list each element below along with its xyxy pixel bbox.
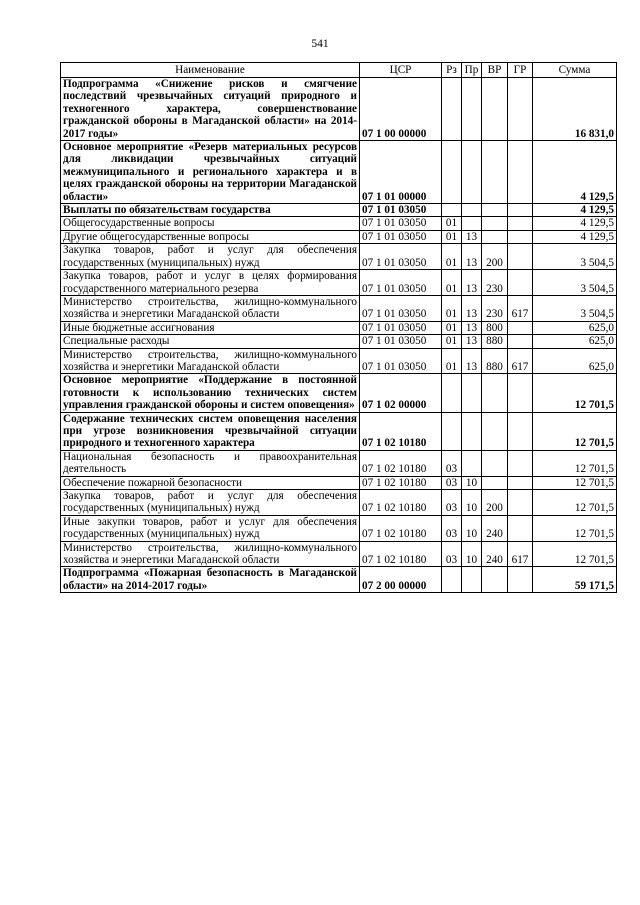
cell-vr: 880	[482, 335, 508, 348]
cell-csr: 07 1 01 03050	[360, 335, 442, 348]
cell-sum: 625,0	[533, 321, 617, 334]
table-row	[61, 230, 617, 243]
cell-name: Содержание технических систем оповещения населения при угрозе возникновения чрезвычайной ситуации природного и техногенного характера	[61, 412, 360, 450]
cell-gr	[508, 450, 533, 476]
cell-csr: 07 1 00 00000	[360, 78, 442, 141]
cell-sum: 4 129,5	[533, 217, 617, 230]
cell-name: Национальная безопасность и правоохранительная деятельность	[61, 450, 360, 476]
header-vr: ВР	[482, 63, 508, 78]
cell-vr	[482, 450, 508, 476]
cell-gr	[508, 490, 533, 516]
cell-sum: 625,0	[533, 348, 617, 374]
cell-pr	[462, 412, 482, 450]
cell-csr: 07 1 02 00000	[360, 374, 442, 412]
header-rz: Рз	[442, 63, 462, 78]
cell-vr	[482, 567, 508, 593]
cell-rz: 01	[442, 270, 462, 296]
cell-csr: 07 1 01 03050	[360, 270, 442, 296]
cell-csr: 07 1 01 03050	[360, 230, 442, 243]
cell-csr: 07 1 02 10180	[360, 490, 442, 516]
cell-csr: 07 1 02 10180	[360, 450, 442, 476]
cell-csr: 07 1 01 03050	[360, 204, 442, 217]
table-row	[61, 295, 617, 321]
cell-pr: 13	[462, 230, 482, 243]
cell-csr: 07 1 02 10180	[360, 515, 442, 541]
cell-sum: 12 701,5	[533, 374, 617, 412]
cell-rz: 01	[442, 217, 462, 230]
cell-csr: 07 1 02 10180	[360, 412, 442, 450]
table-row	[61, 567, 617, 593]
cell-vr: 880	[482, 348, 508, 374]
cell-rz: 01	[442, 295, 462, 321]
cell-vr: 240	[482, 515, 508, 541]
header-row	[61, 63, 617, 78]
cell-sum: 59 171,5	[533, 567, 617, 593]
cell-csr: 07 1 01 03050	[360, 244, 442, 270]
cell-sum: 12 701,5	[533, 490, 617, 516]
cell-sum: 12 701,5	[533, 450, 617, 476]
cell-vr: 230	[482, 270, 508, 296]
cell-name: Другие общегосударственные вопросы	[61, 230, 360, 243]
cell-rz: 01	[442, 348, 462, 374]
cell-rz: 01	[442, 321, 462, 334]
cell-name: Основное мероприятие «Поддержание в постоянной готовности к использованию технических систем управления гражданской обороны и систем оповещения»	[61, 374, 360, 412]
table-row	[61, 321, 617, 334]
cell-pr	[462, 78, 482, 141]
header-name: Наименование	[61, 63, 360, 78]
cell-gr	[508, 335, 533, 348]
table-row	[61, 476, 617, 489]
cell-name: Подпрограмма «Снижение рисков и смягчение последствий чрезвычайных ситуаций природного и техногенного характера, совершенствование гражданской обороны в Магаданской области» на 2014-2017 годы»	[61, 78, 360, 141]
cell-sum: 16 831,0	[533, 78, 617, 141]
cell-csr: 07 1 01 00000	[360, 141, 442, 204]
table-row	[61, 541, 617, 567]
table-row	[61, 141, 617, 204]
cell-name: Основное мероприятие «Резерв материальных ресурсов для ликвидации чрезвычайных ситуаций межмуниципального и регионального характера и в целях гражданской обороны на территории Магаданской области»	[61, 141, 360, 204]
cell-pr: 13	[462, 348, 482, 374]
cell-gr	[508, 204, 533, 217]
cell-gr	[508, 412, 533, 450]
cell-vr: 800	[482, 321, 508, 334]
cell-gr: 617	[508, 295, 533, 321]
cell-gr	[508, 270, 533, 296]
cell-gr	[508, 476, 533, 489]
cell-name: Министерство строительства, жилищно-коммунального хозяйства и энергетики Магаданской области	[61, 348, 360, 374]
header-sum: Сумма	[533, 63, 617, 78]
table-row	[61, 348, 617, 374]
cell-name: Общегосударственные вопросы	[61, 217, 360, 230]
table-row	[61, 217, 617, 230]
cell-pr: 10	[462, 541, 482, 567]
cell-vr: 230	[482, 295, 508, 321]
cell-gr	[508, 141, 533, 204]
cell-vr	[482, 230, 508, 243]
cell-sum: 3 504,5	[533, 295, 617, 321]
cell-rz: 03	[442, 541, 462, 567]
header-pr: Пр	[462, 63, 482, 78]
cell-sum: 12 701,5	[533, 476, 617, 489]
cell-rz	[442, 141, 462, 204]
cell-sum: 3 504,5	[533, 270, 617, 296]
cell-name: Министерство строительства, жилищно-коммунального хозяйства и энергетики Магаданской области	[61, 295, 360, 321]
cell-rz	[442, 374, 462, 412]
cell-rz: 03	[442, 515, 462, 541]
cell-gr: 617	[508, 541, 533, 567]
cell-csr: 07 1 01 03050	[360, 217, 442, 230]
cell-rz: 01	[442, 230, 462, 243]
cell-name: Закупка товаров, работ и услуг для обеспечения государственных (муниципальных) нужд	[61, 490, 360, 516]
budget-table	[60, 62, 617, 593]
cell-name: Выплаты по обязательствам государства	[61, 204, 360, 217]
cell-csr: 07 1 01 03050	[360, 321, 442, 334]
table-row	[61, 270, 617, 296]
cell-csr: 07 1 01 03050	[360, 295, 442, 321]
cell-sum: 625,0	[533, 335, 617, 348]
header-gr: ГР	[508, 63, 533, 78]
cell-csr: 07 1 02 10180	[360, 476, 442, 489]
cell-gr	[508, 515, 533, 541]
cell-pr	[462, 217, 482, 230]
table-row	[61, 244, 617, 270]
cell-rz: 01	[442, 335, 462, 348]
cell-pr: 10	[462, 515, 482, 541]
cell-csr: 07 2 00 00000	[360, 567, 442, 593]
cell-sum: 4 129,5	[533, 204, 617, 217]
table-row	[61, 374, 617, 412]
cell-gr	[508, 78, 533, 141]
table-body	[61, 78, 617, 593]
cell-rz: 03	[442, 476, 462, 489]
cell-vr	[482, 141, 508, 204]
cell-csr: 07 1 02 10180	[360, 541, 442, 567]
cell-name: Подпрограмма «Пожарная безопасность в Магаданской области» на 2014-2017 годы»	[61, 567, 360, 593]
cell-gr	[508, 217, 533, 230]
cell-gr	[508, 321, 533, 334]
cell-rz	[442, 78, 462, 141]
cell-name: Закупка товаров, работ и услуг для обеспечения государственных (муниципальных) нужд	[61, 244, 360, 270]
cell-pr	[462, 374, 482, 412]
cell-pr: 13	[462, 270, 482, 296]
cell-gr	[508, 567, 533, 593]
table-row	[61, 78, 617, 141]
cell-rz: 03	[442, 450, 462, 476]
cell-pr	[462, 141, 482, 204]
cell-vr	[482, 374, 508, 412]
cell-name: Закупка товаров, работ и услуг в целях формирования государственного материального резерва	[61, 270, 360, 296]
cell-pr: 13	[462, 321, 482, 334]
cell-pr: 13	[462, 295, 482, 321]
cell-sum: 12 701,5	[533, 541, 617, 567]
table-header	[61, 63, 617, 78]
cell-rz	[442, 412, 462, 450]
table-row	[61, 335, 617, 348]
cell-rz	[442, 567, 462, 593]
cell-pr	[462, 567, 482, 593]
cell-pr: 10	[462, 476, 482, 489]
cell-name: Министерство строительства, жилищно-коммунального хозяйства и энергетики Магаданской области	[61, 541, 360, 567]
cell-vr	[482, 412, 508, 450]
table-row	[61, 515, 617, 541]
cell-pr: 13	[462, 244, 482, 270]
cell-name: Специальные расходы	[61, 335, 360, 348]
table-row	[61, 412, 617, 450]
cell-sum: 4 129,5	[533, 141, 617, 204]
cell-pr	[462, 450, 482, 476]
table-row	[61, 490, 617, 516]
table-row	[61, 450, 617, 476]
cell-gr	[508, 374, 533, 412]
cell-vr: 200	[482, 490, 508, 516]
cell-name: Иные закупки товаров, работ и услуг для обеспечения государственных (муниципальных) нужд	[61, 515, 360, 541]
page-number: 541	[311, 38, 329, 50]
cell-sum: 4 129,5	[533, 230, 617, 243]
header-csr: ЦСР	[360, 63, 442, 78]
cell-vr	[482, 217, 508, 230]
cell-rz: 03	[442, 490, 462, 516]
cell-gr	[508, 244, 533, 270]
cell-pr: 10	[462, 490, 482, 516]
table-row	[61, 204, 617, 217]
cell-gr	[508, 230, 533, 243]
cell-vr	[482, 204, 508, 217]
cell-sum: 12 701,5	[533, 412, 617, 450]
cell-rz	[442, 204, 462, 217]
cell-csr: 07 1 01 03050	[360, 348, 442, 374]
cell-name: Иные бюджетные ассигнования	[61, 321, 360, 334]
cell-pr: 13	[462, 335, 482, 348]
cell-vr	[482, 78, 508, 141]
cell-gr: 617	[508, 348, 533, 374]
cell-name: Обеспечение пожарной безопасности	[61, 476, 360, 489]
cell-rz: 01	[442, 244, 462, 270]
cell-sum: 3 504,5	[533, 244, 617, 270]
cell-sum: 12 701,5	[533, 515, 617, 541]
cell-vr	[482, 476, 508, 489]
cell-vr: 200	[482, 244, 508, 270]
cell-vr: 240	[482, 541, 508, 567]
cell-pr	[462, 204, 482, 217]
